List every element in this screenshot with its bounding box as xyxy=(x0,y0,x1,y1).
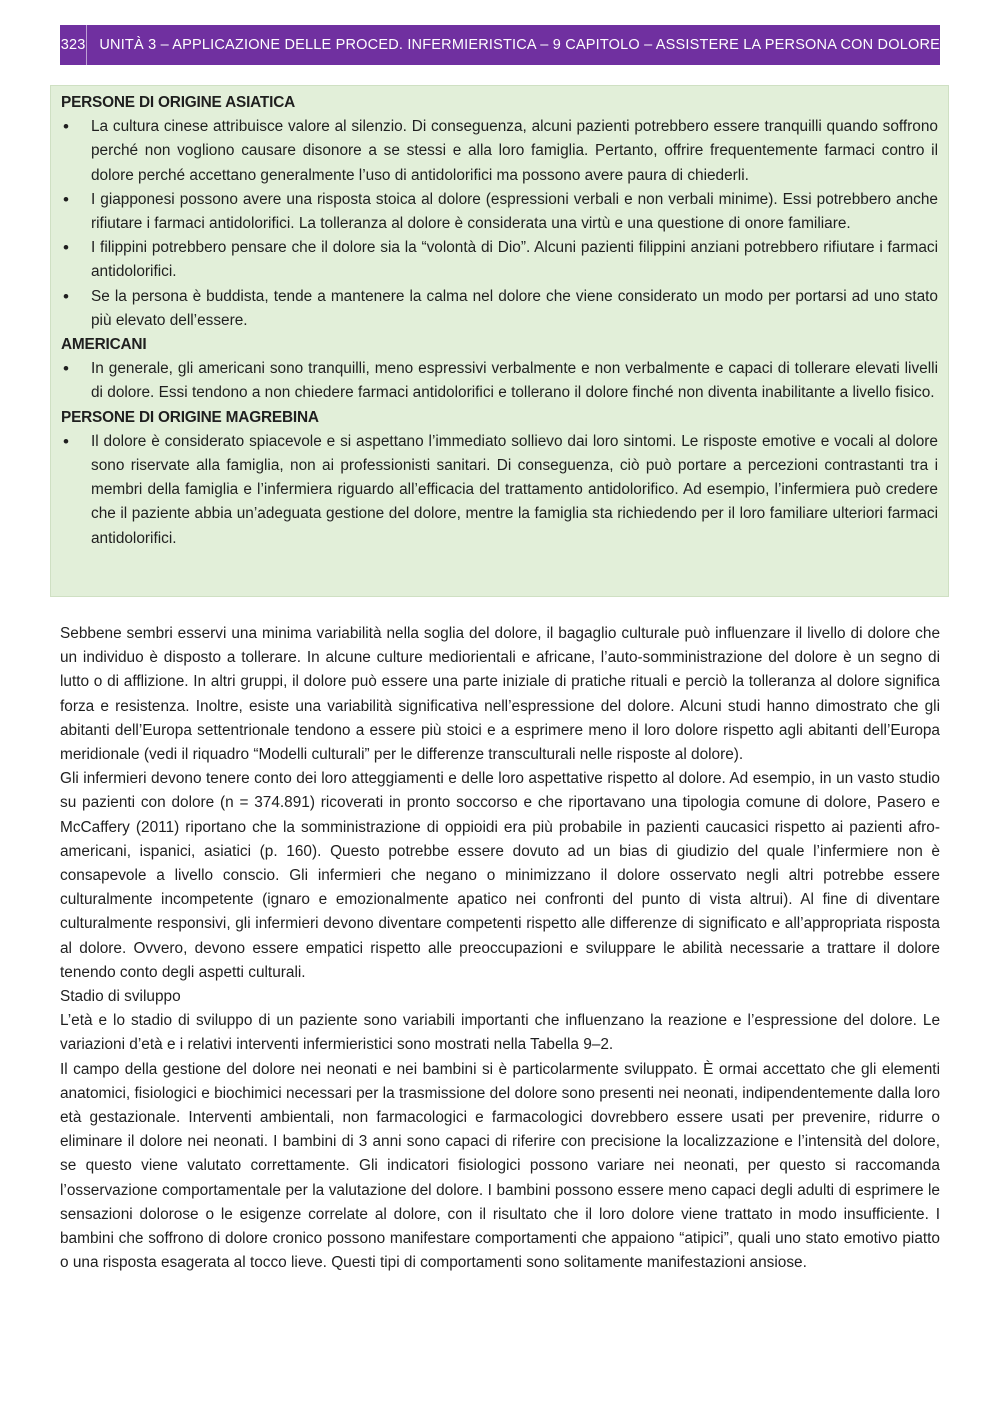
list-item: • La cultura cinese attribuisce valore al silenzio. Di conseguenza, alcuni pazienti potrebbero essere tranquilli quando soffrono perché non vogliono causare disonore a se stessi e alla loro famiglia. Pertanto, offrire frequentemente farmaci contro il dolore perché accettano generalmente l’uso di antidolorifici ma possono avere paura di chiederli. xyxy=(61,115,938,188)
list-item: • In generale, gli americani sono tranquilli, meno espressivi verbalmente e non verbalmente e capaci di tollerare elevati livelli di dolore. Essi tendono a non chiedere farmaci antidolorifici e tollerano il dolore finché non diventa inabilitante a livello fisico. xyxy=(61,357,938,405)
list-item: • I filippini potrebbero pensare che il dolore sia la “volontà di Dio”. Alcuni pazienti filippini anziani potrebbero rifiutare i farmaci antidolorifici. xyxy=(61,236,938,284)
section-title-maghreb: PERSONE DI ORIGINE MAGREBINA xyxy=(61,408,319,426)
paragraph: Gli infermieri devono tenere conto dei loro atteggiamenti e delle loro aspettative rispetto al dolore. Ad esempio, in un vasto studio su pazienti con dolore (n = 374.891) ricoverati in pronto soccorso e che riportavano una tipologia comune di dolore, Pasero e McCaffery (2011) riportano che la somministrazione di oppioidi era più probabile in pazienti caucasici rispetto ai pazienti afro-americani, ispanici, asiatici (p. 160). Questo potrebbe essere dovuto ad un bias di giudizio del quale l’infermiere non è consapevole a livello conscio. Gli infermieri che negano o minimizzano il dolore osservato negli altri potrebbe essere culturalmente incompetente (ignaro e emozionalmente apatico nei confronti del punto di vista altrui). Al fine di diventare culturalmente responsivi, gli infermieri devono diventare competenti rispetto alle differenze di significato e all’appropriata risposta al dolore. Ovvero, devono essere empatici rispetto alle preoccupazioni e sviluppare le abilità necessarie a trattare il dolore tenendo conto degli aspetti culturali. xyxy=(60,770,940,981)
bullet-list-american xyxy=(61,357,938,405)
page-header xyxy=(60,25,940,65)
bullet-list-asian xyxy=(61,115,938,333)
section-title-american: AMERICANI xyxy=(61,336,147,354)
list-item: • Il dolore è considerato spiacevole e si aspettano l’immediato sollievo dai loro sintomi. Le risposte emotive e vocali al dolore sono riservate alla famiglia, non ai professionisti sanitari. Di conseguenza, ciò può portare a percezioni contrastanti tra i membri della famiglia e l’infermiera riguardo all’efficacia del trattamento antidolorifico. Ad esempio, l’infermiera può credere che il paziente abbia un’adeguata gestione del dolore, mentre la famiglia sta richiedendo per il loro familiare ulteriori farmaci antidolorifici. xyxy=(61,430,938,551)
subheading: Stadio di sviluppo xyxy=(60,988,181,1006)
list-item: • I giapponesi possono avere una risposta stoica al dolore (espressioni verbali e non verbali minime). Essi potrebbero anche rifiutare i farmaci antidolorifici. La tolleranza al dolore è considerata una virtù e una questione di onore familiare. xyxy=(61,188,938,236)
cultural-models-box xyxy=(50,85,949,597)
chapter-title: UNITÀ 3 – APPLICAZIONE DELLE PROCED. INFERMIERISTICA – 9 CAPITOLO – ASSISTERE LA PERSONA CON DOLORE xyxy=(99,37,940,53)
page-number: 323 xyxy=(60,25,87,65)
paragraph: Il campo della gestione del dolore nei neonati e nei bambini si è particolarmente sviluppato. È ormai accettato che gli elementi anatomici, fisiologici e biochimici necessari per la trasmissione del dolore sono presenti nei neonati, indipendentemente dalla loro età gestazionale. Interventi ambientali, non farmacologici e farmacologici dovrebbero essere usati per prevenire, ridurre o eliminare il dolore nei neonati. I bambini di 3 anni sono capaci di riferire con precisione la localizzazione e l’intensità del dolore, se questo viene valutato correttamente. Gli indicatori fisiologici possono variare nei neonati, per questo si raccomanda l’osservazione comportamentale per la valutazione del dolore. I bambini possono essere meno capaci degli adulti di esprimere le sensazioni dolorose o le esigenze correlate al dolore, con il risultato che il loro dolore viene trattato in modo insufficiente. I bambini che soffrono di dolore cronico possono manifestare comportamenti che appaiono “atipici”, quali uno stato emotivo piatto o una risposta esagerata al tocco lieve. Questi tipi di comportamenti sono solitamente manifestazioni ansiose. xyxy=(60,1060,940,1272)
section-title-asian: PERSONE DI ORIGINE ASIATICA xyxy=(61,94,296,111)
body-text xyxy=(60,622,940,1275)
bullet-list-maghreb xyxy=(61,430,938,551)
paragraph: Sebbene sembri esservi una minima variabilità nella soglia del dolore, il bagaglio culturale può influenzare il livello di dolore che un individuo è disposto a tollerare. In alcune culture mediorientali e africane, l’auto-somministrazione del dolore è un segno di lutto o di afflizione. In altri gruppi, il dolore può essere una parte iniziale di pratiche rituali e perciò la tolleranza al dolore significa forza e resistenza. Inoltre, esiste una variabilità significativa nell’espressione del dolore. Alcuni studi hanno dimostrato che gli abitanti dell’Europa settentrionale tendono a essere più stoici e a esprimere meno il loro dolore rispetto agli abitanti dell’Europa meridionale (vedi il riquadro “Modelli culturali” per le differenze transculturali nelle risposte al dolore). xyxy=(60,625,940,764)
paragraph: L’età e lo stadio di sviluppo di un paziente sono variabili importanti che influenzano la reazione e l’espressione del dolore. Le variazioni d’età e i relativi interventi infermieristici sono mostrati nella Tabella 9–2. xyxy=(60,1012,940,1054)
list-item: • Se la persona è buddista, tende a mantenere la calma nel dolore che viene considerato un modo per portarsi ad uno stato più elevato dell’essere. xyxy=(61,285,938,333)
